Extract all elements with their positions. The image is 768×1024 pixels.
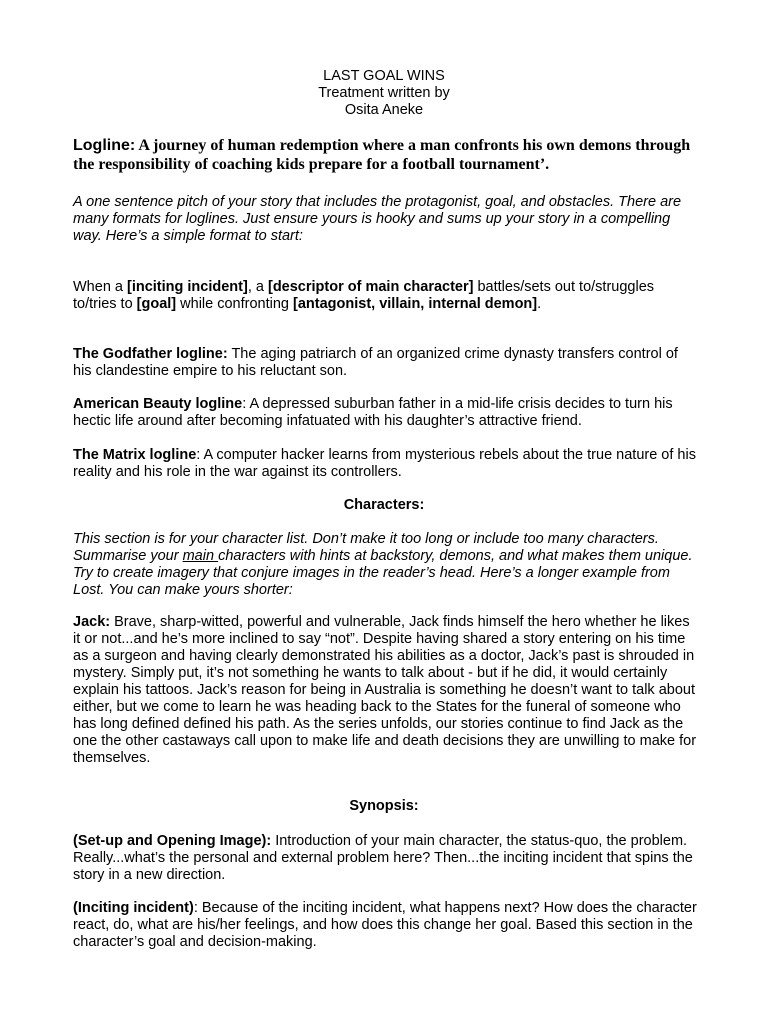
pitch-instructions: A one sentence pitch of your story that includes the protagonist, goal, and obstacles. There are many formats for loglines. Just ensure yours is hooky and sums up your story in a compelling way. Here’s a simple format to start: (73, 194, 682, 244)
logline-label: Logline: (73, 137, 136, 154)
example-text: The aging patriarch of an organized crime dynasty transfers control of his clandestine empire to his reluctant son. (73, 346, 678, 379)
author-name: Osita Aneke (344, 102, 424, 118)
title-block (0, 68, 768, 119)
treatment-credit: Treatment written by (318, 85, 450, 101)
format-text: while confronting (176, 296, 294, 312)
section-label: (Inciting incident) (73, 900, 194, 916)
characters-instructions (73, 531, 698, 599)
example-text: : A computer hacker learns from mysterious rebels about the true nature of his reality and his role in the war against its controllers. (73, 447, 696, 480)
instructions-text: This section is for your character list. Don’t make it too long or include too many characters. Summarise your (73, 531, 659, 564)
format-placeholder: [inciting incident] (127, 279, 248, 295)
logline-paragraph (73, 136, 698, 174)
example-logline-godfather (73, 346, 698, 380)
instructions-text: characters with hints at backstory, demons, and what makes them unique. Try to create imagery that conjure images in the reader’s head. Here’s a longer example from Lost. You can make yours shorter: (73, 548, 693, 598)
format-text: When a (73, 279, 127, 295)
character-description: Brave, sharp-witted, powerful and vulnerable, Jack finds himself the hero whether he likes it or not...and he’s more inclined to say “not”. Despite having shared a story entering on his time as a surgeon and having clearly demonstrated his abilities as a doctor, Jack’s past is shrouded in mystery. Simply put, it’s not something he wants to talk about - but if he did, it would certainly explain his tattoos. Jack’s reason for being in Australia is something he doesn’t want to talk about either, but we come to learn he was heading back to the States for the funeral of someone who has long defined defined his path. As the series unfolds, our stories continue to find Jack as the one the other castaways call upon to make life and death decisions they are unwilling to make for themselves. (73, 614, 697, 766)
section-text: Introduction of your main character, the status-quo, the problem. Really...what’s the personal and external problem here? Then...the inciting incident that spins the story in a new direction. (73, 833, 693, 883)
format-placeholder: [goal] (136, 296, 177, 312)
character-name: Jack: (73, 614, 111, 630)
synopsis-setup (73, 833, 698, 884)
document-title: LAST GOAL WINS (323, 68, 445, 84)
character-jack (73, 614, 698, 767)
format-placeholder: [antagonist, villain, internal demon] (293, 296, 538, 312)
characters-heading: Characters: (343, 497, 425, 513)
format-placeholder: [descriptor of main character] (267, 279, 474, 295)
format-text: , a (247, 279, 268, 295)
format-text: . (537, 296, 542, 312)
section-label: (Set-up and Opening Image): (73, 833, 272, 849)
logline-text: A journey of human redemption where a man confronts his own demons through the responsibility of coaching kids prepare for a football tournament’. (73, 137, 691, 173)
section-text: : Because of the inciting incident, what happens next? How does the character react, do, what are his/her feelings, and how does this change her goal. Based this section in the character’s goal and decision-making. (73, 900, 697, 950)
example-label: American Beauty logline (73, 396, 243, 412)
example-text: : A depressed suburban father in a mid-life crisis decides to turn his hectic life around after becoming infatuated with his daughter’s attractive friend. (73, 396, 673, 429)
example-label: The Matrix logline (73, 447, 197, 463)
instructions-underlined: main (182, 548, 219, 564)
synopsis-inciting-incident (73, 900, 698, 951)
logline-format (73, 279, 698, 313)
format-text: battles/sets out to/struggles to/tries to (73, 279, 655, 312)
synopsis-heading: Synopsis: (349, 798, 419, 814)
example-label: The Godfather logline: (73, 346, 228, 362)
example-logline-american-beauty (73, 396, 698, 430)
example-logline-matrix (73, 447, 698, 481)
